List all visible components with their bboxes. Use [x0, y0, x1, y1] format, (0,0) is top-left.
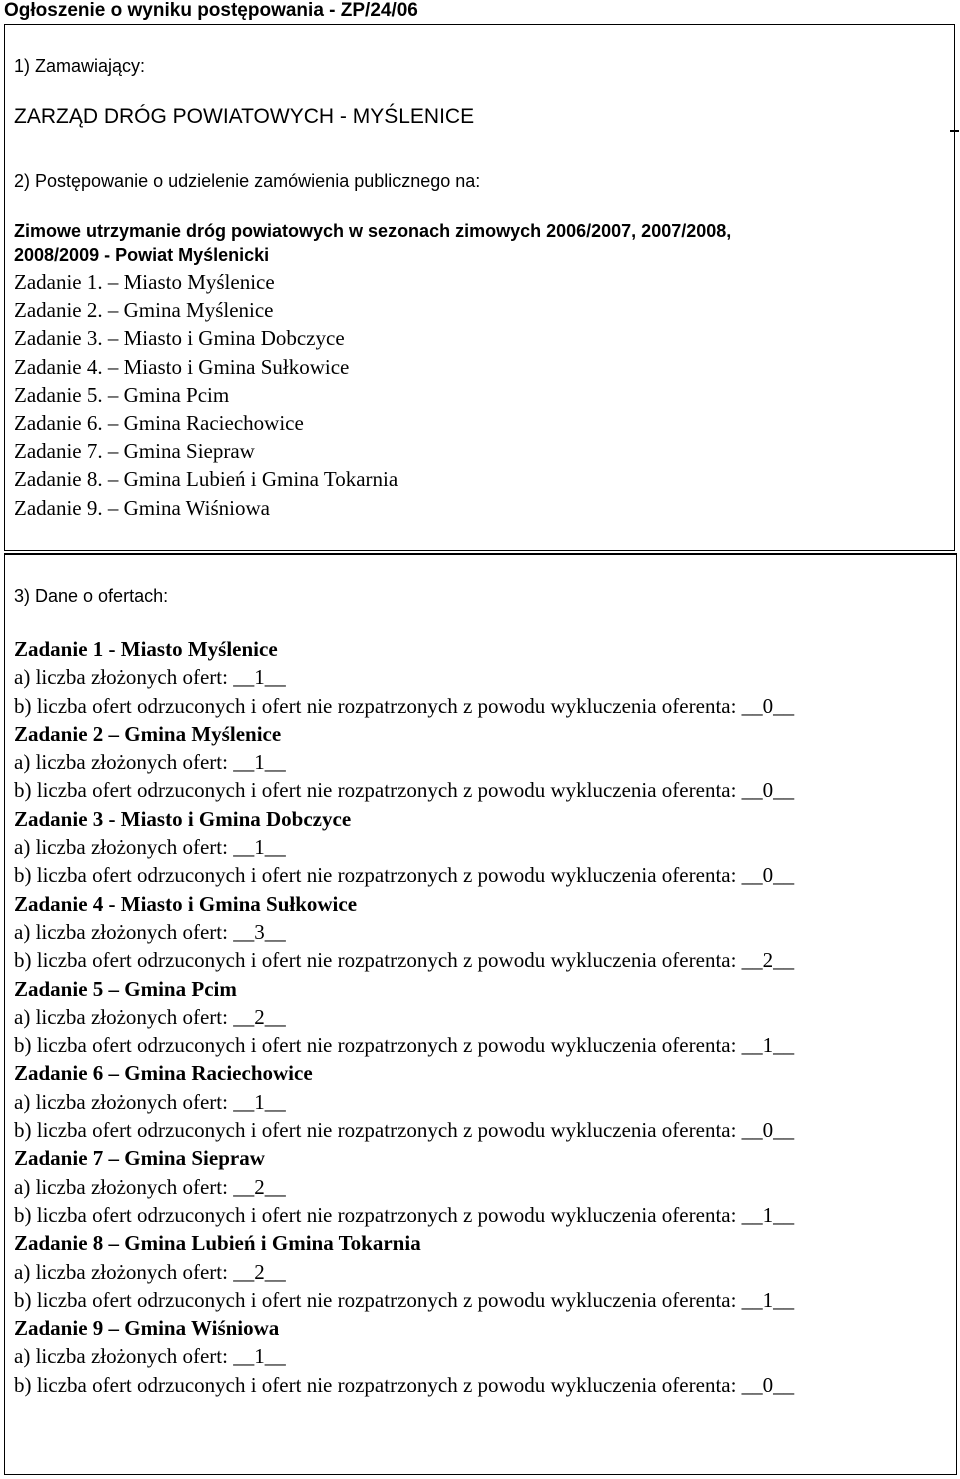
task-item: Zadanie 1. – Miasto Myślenice — [14, 270, 275, 294]
offer-task-title: Zadanie 1 - Miasto Myślenice — [14, 637, 278, 661]
offer-task-title: Zadanie 4 - Miasto i Gmina Sułkowice — [14, 891, 358, 916]
task-item: Zadanie 7. – Gmina Siepraw — [14, 439, 255, 464]
offer-rejected-count: b) liczba ofert odrzuconych i ofert nie rozpatrzonych z powodu wykluczenia oferenta: __2__ — [14, 948, 795, 973]
offer-rejected-count: b) liczba ofert odrzuconych i ofert nie rozpatrzonych z powodu wykluczenia oferenta: __0__ — [14, 778, 795, 803]
procedure-subject-line-1: Zimowe utrzymanie dróg powiatowych w sezonach zimowych 2006/2007, 2007/2008, — [14, 221, 732, 241]
task-item: Zadanie 3. – Miasto i Gmina Dobczyce — [14, 326, 345, 351]
task-item: Zadanie 6. – Gmina Raciechowice — [14, 410, 304, 435]
offer-task-title: Zadanie 3 - Miasto i Gmina Dobczyce — [14, 806, 352, 831]
task-item: Zadanie 2. – Gmina Myślenice — [14, 298, 274, 323]
offer-submitted-count: a) liczba złożonych ofert: __2__ — [14, 1259, 286, 1284]
offer-submitted-count: a) liczba złożonych ofert: __2__ — [14, 1174, 286, 1199]
task-list — [14, 268, 398, 522]
task-item: Zadanie 9. – Gmina Wiśniowa — [14, 495, 270, 520]
offer-submitted-count: a) liczba złożonych ofert: __1__ — [14, 835, 286, 860]
task-item: Zadanie 4. – Miasto i Gmina Sułkowice — [14, 354, 350, 379]
offer-submitted-count: a) liczba złożonych ofert: __1__ — [14, 665, 286, 690]
offer-rejected-count: b) liczba ofert odrzuconych i ofert nie rozpatrzonych z powodu wykluczenia oferenta: __1__ — [14, 1033, 795, 1058]
task-item: Zadanie 8. – Gmina Lubień i Gmina Tokarnia — [14, 467, 399, 492]
offer-task-title: Zadanie 9 – Gmina Wiśniowa — [14, 1316, 280, 1341]
offers-heading: 3) Dane o ofertach: — [14, 586, 169, 606]
offer-submitted-count: a) liczba złożonych ofert: __1__ — [14, 750, 286, 775]
offer-submitted-count: a) liczba złożonych ofert: __3__ — [14, 919, 286, 944]
offer-task-title: Zadanie 8 – Gmina Lubień i Gmina Tokarnia — [14, 1231, 421, 1256]
offer-task-title: Zadanie 2 – Gmina Myślenice — [14, 721, 282, 746]
procedure-heading: 2) Postępowanie o udzielenie zamówienia publicznego na: — [14, 171, 481, 191]
offer-task-title: Zadanie 5 – Gmina Pcim — [14, 976, 237, 1001]
offer-task-title: Zadanie 7 – Gmina Siepraw — [14, 1146, 265, 1171]
contracting-authority-name: ZARZĄD DRÓG POWIATOWYCH - MYŚLENICE — [14, 105, 475, 128]
offer-submitted-count: a) liczba złożonych ofert: __1__ — [14, 1344, 286, 1369]
offer-rejected-count: b) liczba ofert odrzuconych i ofert nie rozpatrzonych z powodu wykluczenia oferenta: __0__ — [14, 863, 795, 888]
task-item: Zadanie 5. – Gmina Pcim — [14, 382, 230, 407]
offers-list — [14, 635, 794, 1399]
offer-submitted-count: a) liczba złożonych ofert: __1__ — [14, 1089, 286, 1114]
offer-task-title: Zadanie 6 – Gmina Raciechowice — [14, 1061, 313, 1086]
offer-rejected-count: b) liczba ofert odrzuconych i ofert nie rozpatrzonych z powodu wykluczenia oferenta: __0__ — [14, 1118, 795, 1143]
offer-submitted-count: a) liczba złożonych ofert: __2__ — [14, 1004, 286, 1029]
procedure-subject-line-2: 2008/2009 - Powiat Myślenicki — [14, 245, 270, 265]
offer-rejected-count: b) liczba ofert odrzuconych i ofert nie rozpatrzonych z powodu wykluczenia oferenta: __1__ — [14, 1202, 795, 1227]
offer-rejected-count: b) liczba ofert odrzuconych i ofert nie rozpatrzonych z powodu wykluczenia oferenta: __0__ — [14, 1372, 795, 1397]
offer-rejected-count: b) liczba ofert odrzuconych i ofert nie rozpatrzonych z powodu wykluczenia oferenta: __1__ — [14, 1287, 795, 1312]
contracting-authority-heading: 1) Zamawiający: — [14, 56, 146, 76]
page-title: Ogłoszenie o wyniku postępowania - ZP/24/06 — [4, 0, 418, 21]
box-divider-mark — [950, 130, 959, 132]
offer-rejected-count: b) liczba ofert odrzuconych i ofert nie rozpatrzonych z powodu wykluczenia oferenta: __0__ — [14, 693, 795, 718]
